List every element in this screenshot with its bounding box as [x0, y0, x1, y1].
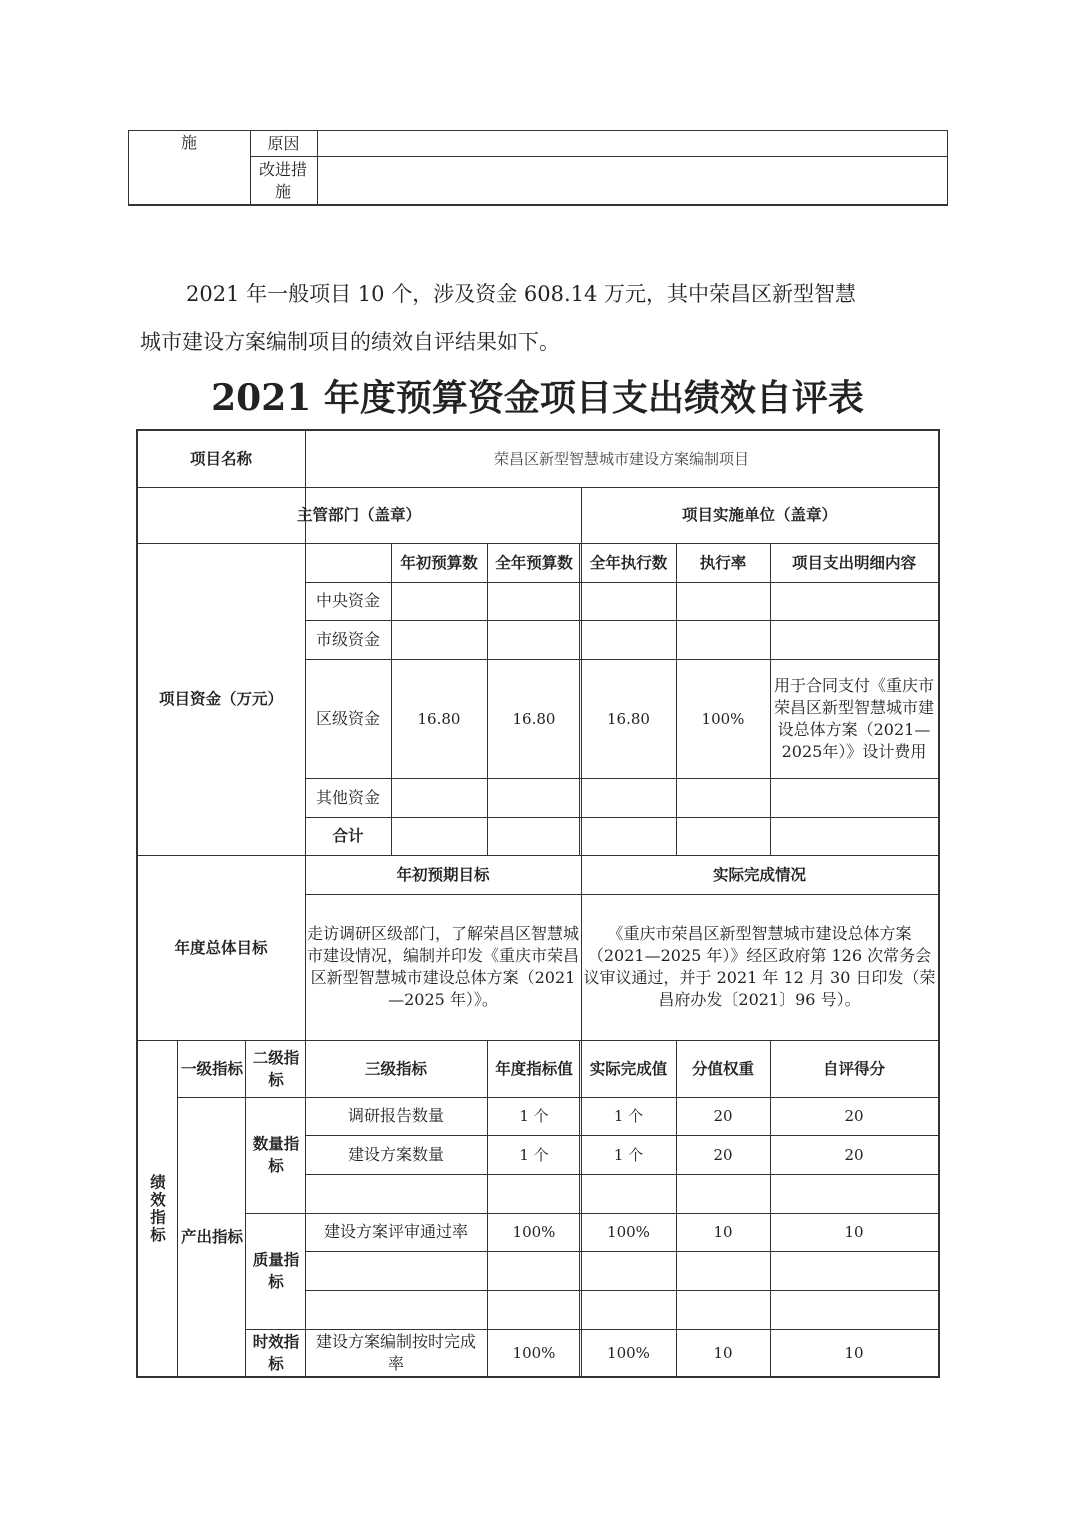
indicator-cell-target: 1 个: [519, 1145, 549, 1164]
indicator-cell-score: [770, 1251, 938, 1290]
fund-cell-name: 合计: [332, 827, 364, 845]
ind-header-score: 自评得分: [822, 1059, 885, 1078]
fund-cell-executed: [581, 582, 676, 620]
indicator-cell-target: [487, 1174, 581, 1213]
indicator-cell-actual: [581, 1251, 676, 1290]
indicator-cell-weight: [676, 1290, 770, 1329]
fund-cell-rate: [676, 582, 770, 620]
funds-label: 项目资金（万元）: [158, 690, 283, 708]
fund-cell-executed: 16.80: [607, 709, 650, 728]
level1-output: 产出指标: [180, 1228, 243, 1246]
project-name-value: 荣昌区新型智慧城市建设方案编制项目: [493, 449, 749, 468]
fund-cell-name: 市级资金: [315, 629, 380, 649]
indicator-cell-target: 100%: [512, 1344, 556, 1362]
fund-header-initial: 年初预算数: [400, 553, 478, 572]
indicator-cell-score: 10: [844, 1223, 864, 1241]
perf-label: 绩效指标: [148, 1173, 166, 1244]
project-name-label: 项目名称: [189, 449, 252, 468]
fund-cell-rate: [676, 620, 770, 659]
fund-cell-initial: [391, 582, 487, 620]
ind-header-level2: 二级指标: [252, 1048, 300, 1089]
ind-header-actual: 实际完成值: [589, 1059, 668, 1078]
indicator-cell-actual: 1 个: [613, 1145, 644, 1164]
divider: [938, 429, 940, 1378]
intro-paragraph-line1: 2021 年一般项目 10 个，涉及资金 608.14 万元，其中荣昌区新型智慧: [186, 282, 857, 306]
indicator-cell-weight: 20: [713, 1107, 733, 1125]
fund-cell-rate: [676, 817, 770, 855]
fund-cell-annual: [487, 778, 581, 817]
fund-cell-detail: [770, 778, 938, 817]
reason-value: [318, 131, 947, 156]
indicator-cell-target: 100%: [512, 1223, 556, 1241]
intro-paragraph-line2: 城市建设方案编制项目的绩效自评结果如下。: [140, 330, 560, 354]
divider: [177, 1040, 178, 1378]
indicator-cell-name: [305, 1290, 487, 1329]
improvement-value: [318, 157, 947, 204]
indicator-cell-actual: 100%: [607, 1344, 650, 1362]
fund-cell-detail: [770, 620, 938, 659]
fund-cell-detail: [770, 582, 938, 620]
indicator-cell-weight: 20: [713, 1145, 733, 1164]
fund-cell-name: 中央资金: [315, 591, 380, 610]
indicator-cell-weight: 10: [713, 1223, 733, 1241]
goal-actual-label: 实际完成情况: [712, 865, 806, 884]
fund-cell-annual: [487, 817, 581, 855]
unit-label: 项目实施单位（盖章）: [681, 506, 837, 524]
indicator-cell-score: 20: [844, 1107, 864, 1125]
indicator-cell-score: [770, 1290, 938, 1329]
divider: [947, 130, 948, 205]
indicator-cell-name: 建设方案数量: [347, 1144, 444, 1164]
dept-label: 主管部门（盖章）: [296, 506, 421, 524]
ind-header-level3: 三级指标: [364, 1059, 427, 1078]
divider: [128, 204, 948, 206]
fund-cell-executed: [581, 778, 676, 817]
fund-cell-executed: [581, 620, 676, 659]
goal-expected-text: 走访调研区级部门，了解荣昌区智慧城市建设情况，编制并印发《重庆市荣昌区新型智慧城市建设总体方案（2021—2025 年）》。: [307, 924, 580, 1009]
indicator-cell-target: [487, 1251, 581, 1290]
indicator-cell-actual: 100%: [607, 1223, 650, 1241]
indicator-cell-weight: [676, 1174, 770, 1213]
fund-cell-rate: 100%: [701, 709, 745, 728]
level2-timeliness: 时效指标: [252, 1333, 300, 1373]
ind-header-level1: 一级指标: [180, 1059, 243, 1078]
improvement-label: 改进措施: [258, 159, 307, 201]
fund-cell-detail: [770, 817, 938, 855]
indicator-cell-score: 20: [844, 1145, 864, 1164]
goal-expected-label: 年初预期目标: [396, 865, 490, 884]
indicator-cell-weight: [676, 1251, 770, 1290]
fund-cell-initial: 16.80: [417, 709, 461, 728]
fund-cell-initial: [391, 778, 487, 817]
indicator-cell-name: 建设方案编制按时完成率: [315, 1332, 476, 1373]
fund-header-detail: 项目支出明细内容: [791, 553, 916, 572]
indicator-cell-target: 1 个: [519, 1107, 549, 1125]
indicator-cell-name: 调研报告数量: [347, 1106, 444, 1125]
fund-cell-initial: [391, 817, 487, 855]
indicator-cell-actual: [581, 1290, 676, 1329]
goal-label: 年度总体目标: [174, 938, 268, 957]
fund-cell-name: 其他资金: [315, 787, 380, 807]
ind-header-target: 年度指标值: [495, 1059, 573, 1078]
fund-cell-detail: 用于合同支付《重庆市荣昌区新型智慧城市建设总体方案（2021—2025年）》设计费用: [773, 675, 934, 761]
fund-header-executed: 全年执行数: [589, 553, 668, 572]
divider: [245, 1040, 246, 1378]
fund-cell-annual: 16.80: [512, 709, 556, 728]
fund-cell-initial: [391, 620, 487, 659]
fund-cell-annual: [487, 582, 581, 620]
level2-quality: 质量指标: [252, 1251, 300, 1291]
indicator-cell-score: 10: [844, 1344, 864, 1362]
indicator-cell-name: [305, 1174, 487, 1213]
goal-actual-text: 《重庆市荣昌区新型智慧城市建设总体方案（2021—2025 年）》经区政府第 126 次常务会议审议通过，并于 2021 年 12 月 30 日印发（荣昌府办发〔2021〕96 号）。: [583, 924, 936, 1009]
level2-quantity: 数量指标: [252, 1135, 300, 1175]
ind-header-weight: 分值权重: [691, 1059, 754, 1078]
fund-cell-name: 区级资金: [315, 708, 380, 728]
fund-cell-executed: [581, 817, 676, 855]
indicator-cell-target: [487, 1290, 581, 1329]
fund-header-rate: 执行率: [699, 553, 747, 572]
top-left-label: 施: [180, 133, 197, 152]
page-title: 2021 年度预算资金项目支出绩效自评表: [211, 377, 864, 419]
indicator-cell-name: 建设方案评审通过率: [323, 1222, 468, 1241]
indicator-cell-score: [770, 1174, 938, 1213]
indicator-cell-weight: 10: [713, 1344, 733, 1362]
indicator-cell-actual: 1 个: [613, 1107, 644, 1125]
fund-cell-rate: [676, 778, 770, 817]
indicator-cell-actual: [581, 1174, 676, 1213]
indicator-cell-name: [305, 1251, 487, 1290]
fund-cell-annual: [487, 620, 581, 659]
reason-label: 原因: [267, 133, 300, 153]
fund-header-annual: 全年预算数: [495, 553, 573, 572]
